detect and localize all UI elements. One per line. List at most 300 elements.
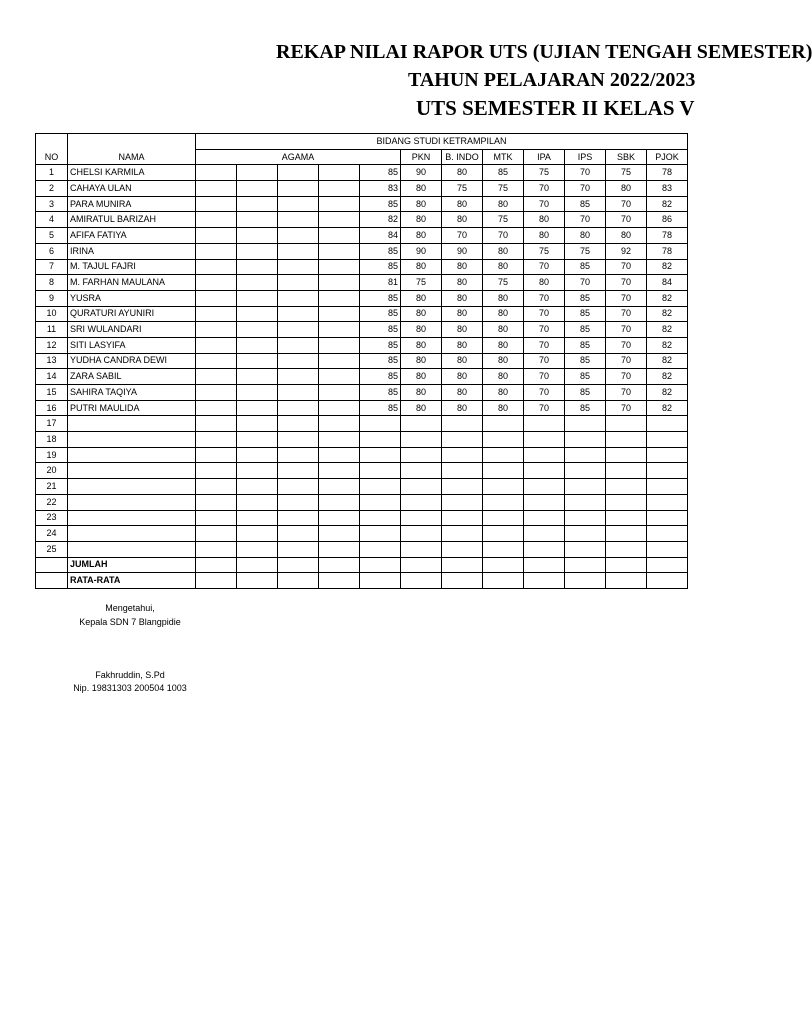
- table-row: [36, 526, 688, 542]
- report-title: REKAP NILAI RAPOR UTS (UJIAN TENGAH SEMESTER): [276, 41, 812, 63]
- subject-score: 82: [647, 196, 688, 212]
- student-name: ZARA SABIL: [68, 369, 196, 385]
- agama-empty-cell: [278, 510, 319, 526]
- student-name: [68, 541, 196, 557]
- subject-score: 70: [606, 212, 647, 228]
- agama-score: [360, 510, 401, 526]
- subject-score: 82: [647, 322, 688, 338]
- table-row: [36, 290, 688, 306]
- table-row: [36, 306, 688, 322]
- subject-score: 80: [483, 353, 524, 369]
- subject-score: 75: [606, 165, 647, 181]
- row-number: 4: [36, 212, 68, 228]
- subject-score: [442, 526, 483, 542]
- subject-score: 80: [442, 400, 483, 416]
- student-name: AMIRATUL BARIZAH: [68, 212, 196, 228]
- subject-score: [647, 494, 688, 510]
- row-number: 6: [36, 243, 68, 259]
- empty-cell: [319, 573, 360, 589]
- subject-score: 80: [606, 181, 647, 197]
- subject-score: [401, 447, 442, 463]
- subject-score: [401, 432, 442, 448]
- subject-score: 90: [401, 165, 442, 181]
- subject-score: 85: [565, 369, 606, 385]
- empty-cell: [606, 573, 647, 589]
- student-name: CAHAYA ULAN: [68, 181, 196, 197]
- semester-class-title: UTS SEMESTER II KELAS V: [416, 96, 695, 120]
- subject-score: [606, 494, 647, 510]
- subject-score: [483, 463, 524, 479]
- subject-score: 70: [606, 196, 647, 212]
- subject-score: 80: [606, 228, 647, 244]
- agama-empty-cell: [196, 353, 237, 369]
- agama-empty-cell: [278, 212, 319, 228]
- subject-score: [401, 494, 442, 510]
- agama-score: 82: [360, 212, 401, 228]
- agama-empty-cell: [319, 165, 360, 181]
- agama-score: [360, 432, 401, 448]
- agama-empty-cell: [196, 526, 237, 542]
- column-header-subject: IPS: [565, 149, 606, 165]
- student-name: M. TAJUL FAJRI: [68, 259, 196, 275]
- subject-score: 85: [565, 196, 606, 212]
- subject-score: [647, 541, 688, 557]
- subject-score: 70: [524, 181, 565, 197]
- student-name: [68, 463, 196, 479]
- subject-score: 90: [442, 243, 483, 259]
- row-number: 3: [36, 196, 68, 212]
- subject-score: 80: [401, 290, 442, 306]
- agama-empty-cell: [319, 432, 360, 448]
- table-row: [36, 447, 688, 463]
- row-number: 17: [36, 416, 68, 432]
- table-row: [36, 510, 688, 526]
- agama-empty-cell: [319, 275, 360, 291]
- column-header-subject: IPA: [524, 149, 565, 165]
- subject-score: 75: [483, 212, 524, 228]
- empty-cell: [36, 557, 68, 573]
- student-name: IRINA: [68, 243, 196, 259]
- agama-empty-cell: [196, 306, 237, 322]
- subject-score: 80: [483, 369, 524, 385]
- jumlah-label: JUMLAH: [68, 557, 196, 573]
- subject-score: 82: [647, 306, 688, 322]
- subject-score: [483, 494, 524, 510]
- header-row-group: [36, 134, 688, 150]
- subject-score: 70: [606, 337, 647, 353]
- empty-cell: [524, 573, 565, 589]
- empty-cell: [442, 557, 483, 573]
- row-number: 12: [36, 337, 68, 353]
- agama-empty-cell: [237, 526, 278, 542]
- row-number: 22: [36, 494, 68, 510]
- subject-score: [647, 447, 688, 463]
- subject-score: 70: [524, 337, 565, 353]
- empty-cell: [278, 557, 319, 573]
- agama-empty-cell: [237, 290, 278, 306]
- subject-score: 70: [524, 306, 565, 322]
- subject-score: 85: [565, 385, 606, 401]
- subject-score: 80: [401, 337, 442, 353]
- agama-empty-cell: [237, 165, 278, 181]
- subject-score: 80: [524, 212, 565, 228]
- subject-score: [565, 432, 606, 448]
- agama-empty-cell: [319, 526, 360, 542]
- agama-score: 85: [360, 290, 401, 306]
- subject-score: 80: [401, 228, 442, 244]
- subject-score: 80: [442, 290, 483, 306]
- empty-cell: [565, 573, 606, 589]
- agama-empty-cell: [237, 479, 278, 495]
- agama-empty-cell: [319, 494, 360, 510]
- agama-empty-cell: [237, 432, 278, 448]
- subject-score: 80: [442, 337, 483, 353]
- agama-score: [360, 416, 401, 432]
- table-row: [36, 259, 688, 275]
- agama-empty-cell: [237, 181, 278, 197]
- row-number: 19: [36, 447, 68, 463]
- subject-score: 80: [442, 165, 483, 181]
- subject-score: 70: [565, 181, 606, 197]
- agama-empty-cell: [237, 322, 278, 338]
- subject-score: 80: [483, 306, 524, 322]
- student-name: QURATURI AYUNIRI: [68, 306, 196, 322]
- agama-empty-cell: [278, 369, 319, 385]
- subject-score: 70: [524, 353, 565, 369]
- agama-empty-cell: [278, 416, 319, 432]
- subject-score: [442, 447, 483, 463]
- subject-score: 80: [401, 306, 442, 322]
- subject-score: 80: [565, 228, 606, 244]
- student-name: [68, 447, 196, 463]
- empty-cell: [401, 557, 442, 573]
- agama-score: 85: [360, 400, 401, 416]
- agama-empty-cell: [196, 400, 237, 416]
- subject-score: [524, 494, 565, 510]
- agama-empty-cell: [196, 385, 237, 401]
- subject-score: [401, 479, 442, 495]
- table-row: [36, 400, 688, 416]
- agama-score: 85: [360, 385, 401, 401]
- subject-score: [483, 526, 524, 542]
- agama-empty-cell: [237, 447, 278, 463]
- table-row: [36, 275, 688, 291]
- agama-empty-cell: [319, 510, 360, 526]
- row-number: 11: [36, 322, 68, 338]
- student-name: [68, 510, 196, 526]
- subject-score: 75: [483, 275, 524, 291]
- student-name: [68, 526, 196, 542]
- empty-cell: [401, 573, 442, 589]
- subject-score: [442, 463, 483, 479]
- subject-score: 80: [442, 275, 483, 291]
- agama-score: [360, 494, 401, 510]
- row-number: 15: [36, 385, 68, 401]
- subject-score: 82: [647, 290, 688, 306]
- subject-score: 78: [647, 243, 688, 259]
- subject-score: 85: [483, 165, 524, 181]
- subject-score: 70: [606, 385, 647, 401]
- empty-cell: [278, 573, 319, 589]
- subject-score: 70: [524, 290, 565, 306]
- subject-score: 75: [524, 165, 565, 181]
- row-number: 13: [36, 353, 68, 369]
- subject-score: 70: [524, 196, 565, 212]
- agama-empty-cell: [278, 243, 319, 259]
- subject-score: 70: [606, 259, 647, 275]
- agama-empty-cell: [319, 243, 360, 259]
- subject-score: 80: [401, 196, 442, 212]
- agama-empty-cell: [196, 463, 237, 479]
- table-row: [36, 541, 688, 557]
- agama-score: 85: [360, 337, 401, 353]
- subject-score: [483, 416, 524, 432]
- subject-score: 92: [606, 243, 647, 259]
- empty-cell: [483, 573, 524, 589]
- student-name: SAHIRA TAQIYA: [68, 385, 196, 401]
- agama-empty-cell: [237, 416, 278, 432]
- empty-cell: [319, 557, 360, 573]
- agama-empty-cell: [196, 259, 237, 275]
- subject-score: [565, 526, 606, 542]
- row-number: 10: [36, 306, 68, 322]
- agama-empty-cell: [278, 526, 319, 542]
- subject-score: [442, 416, 483, 432]
- subject-score: [647, 526, 688, 542]
- subject-score: 80: [401, 353, 442, 369]
- row-number: 14: [36, 369, 68, 385]
- subject-score: [401, 463, 442, 479]
- agama-empty-cell: [237, 541, 278, 557]
- agama-empty-cell: [237, 385, 278, 401]
- subject-score: [442, 541, 483, 557]
- subject-score: [606, 510, 647, 526]
- agama-empty-cell: [319, 416, 360, 432]
- agama-empty-cell: [278, 322, 319, 338]
- subject-score: [442, 510, 483, 526]
- agama-empty-cell: [319, 541, 360, 557]
- agama-empty-cell: [278, 463, 319, 479]
- agama-empty-cell: [278, 259, 319, 275]
- rata-rata-label: RATA-RATA: [68, 573, 196, 589]
- subject-score: 70: [524, 369, 565, 385]
- subject-score: [606, 526, 647, 542]
- subject-score: 83: [647, 181, 688, 197]
- agama-empty-cell: [237, 275, 278, 291]
- subject-score: 80: [524, 228, 565, 244]
- agama-empty-cell: [278, 353, 319, 369]
- subject-score: [647, 479, 688, 495]
- subject-score: 80: [483, 259, 524, 275]
- subject-score: [442, 432, 483, 448]
- row-number: 8: [36, 275, 68, 291]
- student-name: M. FARHAN MAULANA: [68, 275, 196, 291]
- subject-score: [647, 432, 688, 448]
- agama-empty-cell: [196, 369, 237, 385]
- table-row: [36, 353, 688, 369]
- table-row: [36, 432, 688, 448]
- subject-score: [565, 479, 606, 495]
- subject-score: 80: [442, 259, 483, 275]
- subject-score: [606, 447, 647, 463]
- subject-score: 80: [401, 259, 442, 275]
- agama-empty-cell: [196, 181, 237, 197]
- subject-score: [401, 510, 442, 526]
- subject-score: 80: [483, 400, 524, 416]
- table-row: [36, 494, 688, 510]
- agama-empty-cell: [319, 306, 360, 322]
- agama-empty-cell: [278, 494, 319, 510]
- subject-score: 78: [647, 165, 688, 181]
- subject-score: 82: [647, 337, 688, 353]
- subject-score: [606, 541, 647, 557]
- subject-score: 70: [606, 322, 647, 338]
- subject-score: 80: [442, 353, 483, 369]
- row-number: 7: [36, 259, 68, 275]
- subject-score: 80: [524, 275, 565, 291]
- agama-empty-cell: [319, 385, 360, 401]
- subject-score: [483, 510, 524, 526]
- subject-score: 70: [606, 306, 647, 322]
- row-number: 2: [36, 181, 68, 197]
- subject-score: 80: [442, 212, 483, 228]
- agama-empty-cell: [319, 212, 360, 228]
- subject-score: 75: [401, 275, 442, 291]
- subject-score: 80: [483, 337, 524, 353]
- agama-empty-cell: [237, 510, 278, 526]
- student-name: [68, 432, 196, 448]
- subject-score: [401, 526, 442, 542]
- subject-score: 85: [565, 306, 606, 322]
- column-header-nama: NAMA: [68, 134, 196, 165]
- rata-rata-row: [36, 573, 688, 589]
- agama-score: 85: [360, 196, 401, 212]
- subject-score: 80: [442, 322, 483, 338]
- subject-score: 70: [565, 165, 606, 181]
- subject-score: 80: [401, 369, 442, 385]
- empty-cell: [360, 573, 401, 589]
- agama-empty-cell: [278, 165, 319, 181]
- agama-empty-cell: [278, 541, 319, 557]
- agama-score: [360, 526, 401, 542]
- empty-cell: [196, 573, 237, 589]
- subject-score: [606, 479, 647, 495]
- column-group-header: BIDANG STUDI KETRAMPILAN: [196, 134, 688, 150]
- subject-score: 86: [647, 212, 688, 228]
- subject-score: 80: [401, 181, 442, 197]
- student-name: YUSRA: [68, 290, 196, 306]
- column-header-no: NO: [36, 134, 68, 165]
- subject-score: 82: [647, 400, 688, 416]
- agama-score: 85: [360, 353, 401, 369]
- subject-score: [606, 463, 647, 479]
- empty-cell: [606, 557, 647, 573]
- student-name: [68, 494, 196, 510]
- table-row: [36, 337, 688, 353]
- row-number: 5: [36, 228, 68, 244]
- agama-score: 85: [360, 259, 401, 275]
- subject-score: 85: [565, 322, 606, 338]
- subject-score: [483, 541, 524, 557]
- agama-empty-cell: [196, 243, 237, 259]
- table-row: [36, 196, 688, 212]
- agama-empty-cell: [196, 447, 237, 463]
- subject-score: [524, 479, 565, 495]
- empty-cell: [524, 557, 565, 573]
- agama-empty-cell: [278, 479, 319, 495]
- subject-score: 82: [647, 259, 688, 275]
- row-number: 21: [36, 479, 68, 495]
- table-row: [36, 369, 688, 385]
- row-number: 18: [36, 432, 68, 448]
- subject-score: [565, 463, 606, 479]
- subject-score: 75: [524, 243, 565, 259]
- agama-empty-cell: [319, 369, 360, 385]
- agama-empty-cell: [237, 463, 278, 479]
- agama-empty-cell: [278, 306, 319, 322]
- row-number: 16: [36, 400, 68, 416]
- subject-score: [442, 479, 483, 495]
- student-name: CHELSI KARMILA: [68, 165, 196, 181]
- agama-empty-cell: [196, 337, 237, 353]
- agama-empty-cell: [237, 337, 278, 353]
- subject-score: 80: [442, 306, 483, 322]
- subject-score: [647, 463, 688, 479]
- empty-cell: [36, 573, 68, 589]
- subject-score: 70: [565, 212, 606, 228]
- subject-score: 75: [565, 243, 606, 259]
- agama-empty-cell: [196, 322, 237, 338]
- table-row: [36, 416, 688, 432]
- agama-score: 85: [360, 165, 401, 181]
- empty-cell: [360, 557, 401, 573]
- grade-table: [35, 133, 688, 589]
- agama-empty-cell: [278, 196, 319, 212]
- agama-score: [360, 447, 401, 463]
- agama-empty-cell: [237, 259, 278, 275]
- agama-score: 84: [360, 228, 401, 244]
- agama-empty-cell: [319, 479, 360, 495]
- subject-score: 80: [483, 196, 524, 212]
- agama-empty-cell: [278, 432, 319, 448]
- subject-score: 70: [524, 385, 565, 401]
- subject-score: 80: [483, 322, 524, 338]
- empty-cell: [237, 573, 278, 589]
- agama-score: [360, 541, 401, 557]
- agama-empty-cell: [196, 228, 237, 244]
- agama-empty-cell: [319, 353, 360, 369]
- student-name: AFIFA FATIYA: [68, 228, 196, 244]
- subject-score: 70: [524, 400, 565, 416]
- agama-empty-cell: [319, 259, 360, 275]
- subject-score: [565, 447, 606, 463]
- subject-score: [565, 541, 606, 557]
- agama-empty-cell: [278, 400, 319, 416]
- student-name: [68, 479, 196, 495]
- subject-score: [483, 447, 524, 463]
- agama-empty-cell: [278, 447, 319, 463]
- subject-score: [606, 432, 647, 448]
- subject-score: [483, 479, 524, 495]
- signature-name: Fakhruddin, S.Pd: [95, 670, 165, 680]
- agama-empty-cell: [196, 416, 237, 432]
- subject-score: 82: [647, 353, 688, 369]
- agama-empty-cell: [278, 181, 319, 197]
- column-header-subject: SBK: [606, 149, 647, 165]
- agama-empty-cell: [196, 432, 237, 448]
- agama-empty-cell: [278, 290, 319, 306]
- empty-cell: [565, 557, 606, 573]
